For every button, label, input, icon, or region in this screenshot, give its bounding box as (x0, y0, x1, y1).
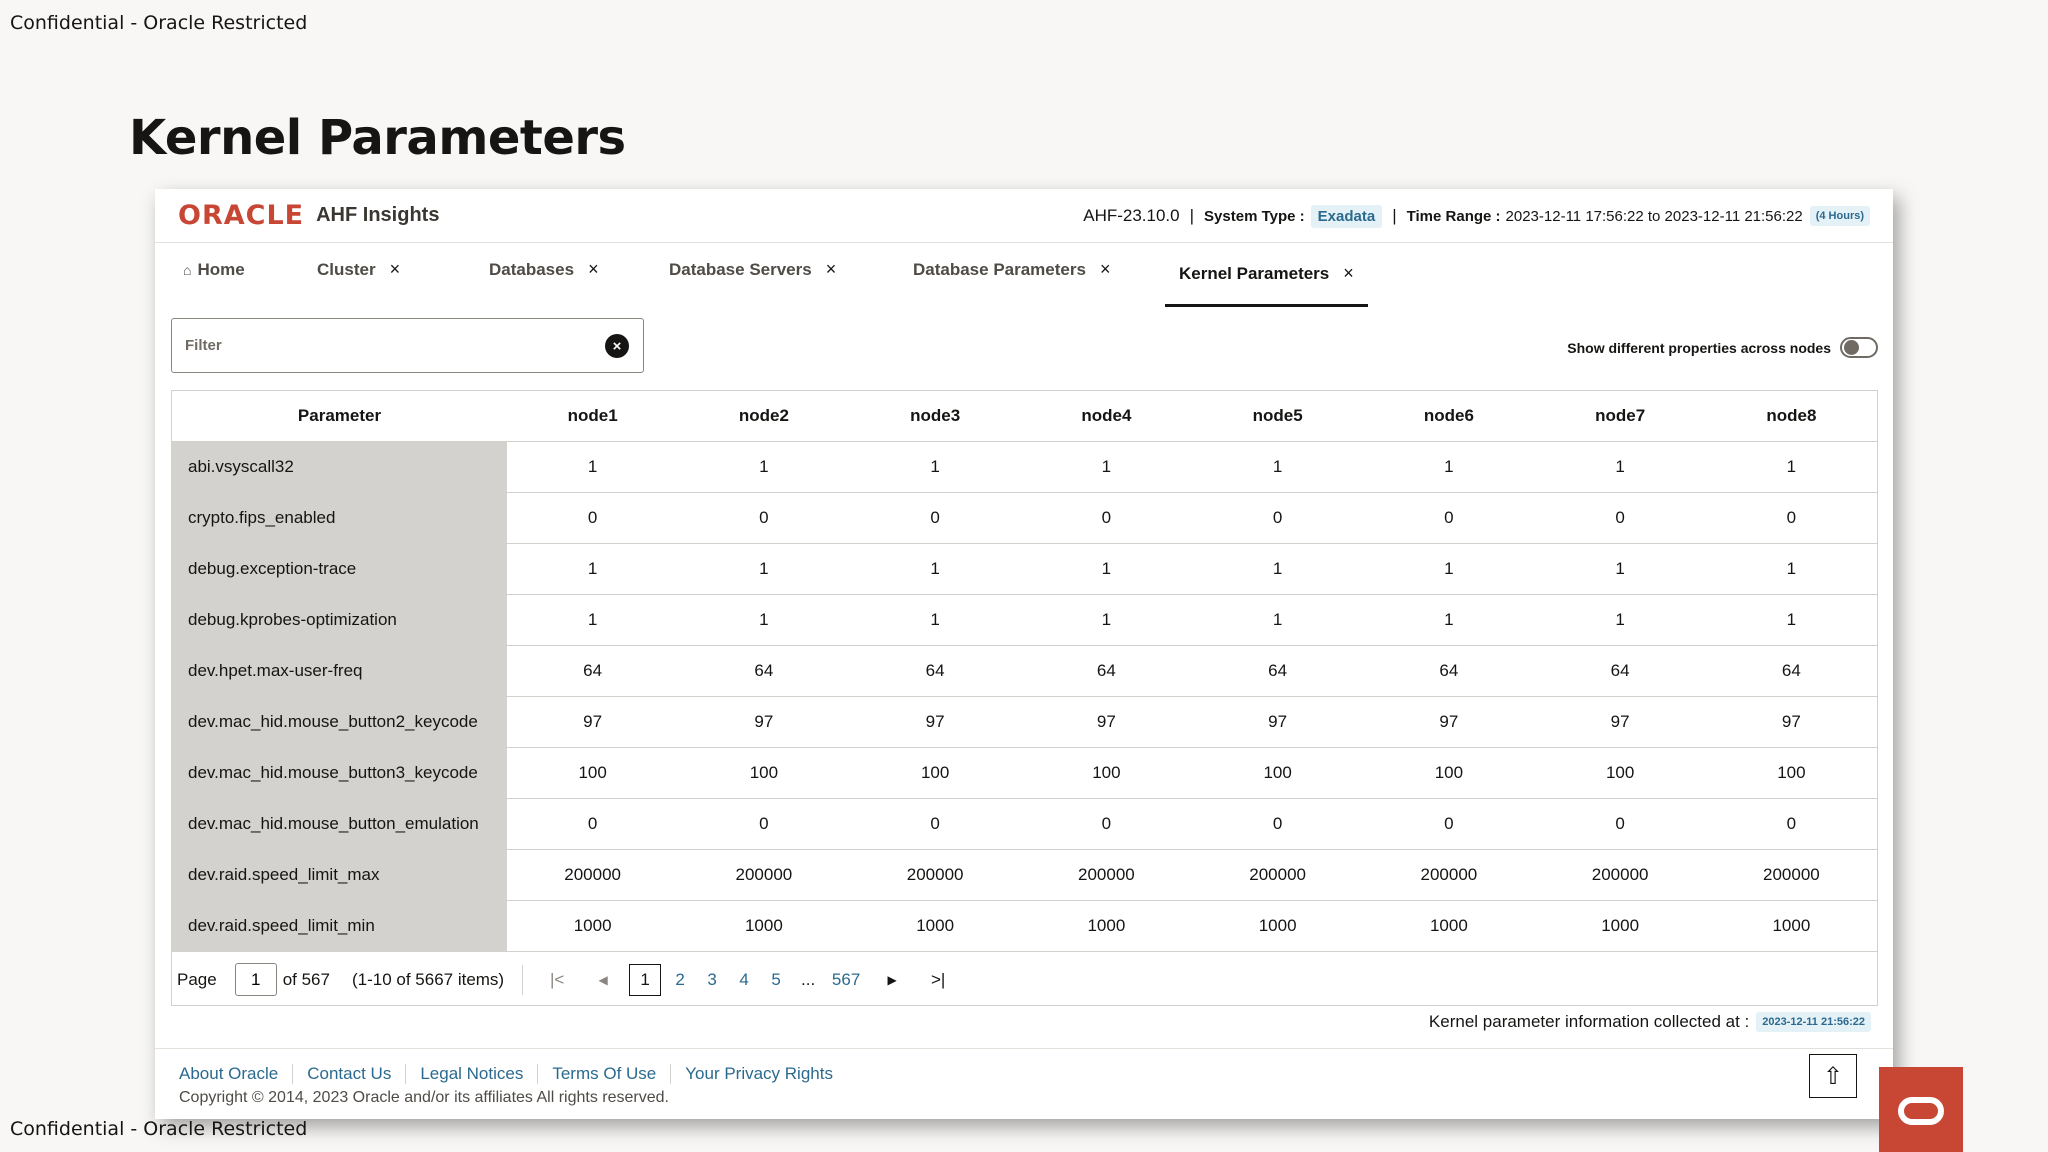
node-value-cell: 1 (1535, 543, 1706, 594)
column-header-node3[interactable]: node3 (850, 391, 1021, 441)
node-value-cell: 100 (850, 747, 1021, 798)
node-value-cell: 1000 (850, 900, 1021, 951)
node-value-cell: 100 (1192, 747, 1363, 798)
page-label: Page (177, 969, 217, 989)
footer-link-terms-of-use[interactable]: Terms Of Use (537, 1064, 670, 1084)
node-value-cell: 97 (1706, 696, 1877, 747)
node-value-cell: 1 (1706, 594, 1877, 645)
node-value-cell: 1 (1706, 441, 1877, 492)
oracle-o-icon (1898, 1097, 1944, 1125)
parameter-name-cell: dev.raid.speed_limit_min (172, 900, 507, 951)
node-value-cell: 1 (678, 543, 849, 594)
close-icon[interactable]: × (1343, 263, 1354, 283)
tab-database-parameters[interactable] (899, 243, 1124, 296)
footer-link-legal-notices[interactable]: Legal Notices (405, 1064, 537, 1084)
parameter-name-cell: dev.raid.speed_limit_max (172, 849, 507, 900)
node-value-cell: 1000 (1192, 900, 1363, 951)
page-count: of 567 (282, 969, 330, 989)
footer (155, 1048, 1893, 1119)
column-header-node6[interactable]: node6 (1363, 391, 1534, 441)
column-header-node4[interactable]: node4 (1021, 391, 1192, 441)
node-value-cell: 0 (850, 492, 1021, 543)
column-header-node5[interactable]: node5 (1192, 391, 1363, 441)
node-value-cell: 64 (1363, 645, 1534, 696)
node-value-cell: 0 (1021, 492, 1192, 543)
page-ellipsis: ... (801, 969, 816, 989)
tab-kernel-parameters[interactable] (1165, 243, 1368, 307)
node-value-cell: 1 (1363, 543, 1534, 594)
tab-label: Kernel Parameters (1179, 263, 1330, 283)
filter-input[interactable] (185, 337, 575, 354)
copyright-text: Copyright © 2014, 2023 Oracle and/or its affiliates All rights reserved. (179, 1089, 669, 1106)
oracle-logo[interactable]: ORACLE (178, 200, 305, 231)
table-row[interactable] (172, 594, 1877, 645)
node-value-cell: 200000 (678, 849, 849, 900)
time-range-label: Time Range : (1406, 207, 1501, 225)
node-value-cell: 0 (1192, 798, 1363, 849)
node-value-cell: 0 (678, 492, 849, 543)
page-button-5[interactable]: 5 (771, 969, 781, 989)
node-value-cell: 0 (1192, 492, 1363, 543)
page-button-2[interactable]: 2 (675, 969, 685, 989)
header-separator: | (1392, 206, 1397, 225)
kernel-parameters-table (172, 391, 1877, 952)
node-value-cell: 97 (1192, 696, 1363, 747)
tab-database-servers[interactable] (655, 243, 850, 296)
node-value-cell: 100 (678, 747, 849, 798)
node-value-cell: 200000 (507, 849, 678, 900)
node-value-cell: 1 (507, 543, 678, 594)
last-page-icon[interactable]: >| (930, 969, 946, 989)
clear-icon[interactable]: × (605, 334, 629, 358)
node-value-cell: 0 (678, 798, 849, 849)
node-value-cell: 97 (1021, 696, 1192, 747)
node-value-cell: 1 (1021, 594, 1192, 645)
node-value-cell: 97 (1363, 696, 1534, 747)
node-value-cell: 200000 (1706, 849, 1877, 900)
column-header-node8[interactable]: node8 (1706, 391, 1877, 441)
table-row[interactable] (172, 492, 1877, 543)
node-value-cell: 100 (1535, 747, 1706, 798)
node-value-cell: 1 (1363, 441, 1534, 492)
node-value-cell: 1 (678, 441, 849, 492)
collection-info (1429, 1012, 1871, 1032)
node-value-cell: 97 (850, 696, 1021, 747)
node-value-cell: 200000 (1535, 849, 1706, 900)
column-header-parameter[interactable]: Parameter (172, 391, 507, 441)
parameter-name-cell: dev.mac_hid.mouse_button2_keycode (172, 696, 507, 747)
oracle-brand-tile (1879, 1067, 1963, 1152)
table-row[interactable] (172, 543, 1877, 594)
version-label: AHF-23.10.0 (1083, 206, 1180, 225)
previous-page-icon[interactable]: ◀ (598, 972, 608, 987)
node-value-cell: 64 (678, 645, 849, 696)
kernel-parameters-grid (171, 390, 1878, 1006)
first-page-icon[interactable]: |< (549, 969, 565, 989)
node-value-cell: 1000 (507, 900, 678, 951)
node-value-cell: 1000 (1021, 900, 1192, 951)
node-value-cell: 1 (850, 441, 1021, 492)
node-value-cell: 1 (1192, 594, 1363, 645)
table-header-row (172, 391, 1877, 441)
tab-label: Database Parameters (913, 259, 1086, 279)
node-value-cell: 200000 (1363, 849, 1534, 900)
page-button-1[interactable]: 1 (629, 964, 661, 996)
toggle-label: Show different properties across nodes (1567, 339, 1831, 356)
table-row[interactable] (172, 747, 1877, 798)
node-value-cell: 0 (1363, 492, 1534, 543)
parameter-name-cell: dev.mac_hid.mouse_button_emulation (172, 798, 507, 849)
node-value-cell: 1 (1363, 594, 1534, 645)
time-range-value: 2023-12-11 17:56:22 to 2023-12-11 21:56:22 (1505, 207, 1803, 225)
confidential-label-bottom: Confidential - Oracle Restricted (10, 1118, 308, 1140)
node-value-cell: 200000 (1192, 849, 1363, 900)
node-value-cell: 64 (1021, 645, 1192, 696)
close-icon[interactable]: × (1099, 259, 1111, 279)
app-name: AHF Insights (316, 204, 440, 226)
pager-divider (522, 965, 523, 995)
node-value-cell: 0 (507, 798, 678, 849)
node-value-cell: 1 (1192, 441, 1363, 492)
confidential-label-top: Confidential - Oracle Restricted (10, 12, 308, 34)
node-value-cell: 64 (1706, 645, 1877, 696)
tab-bar (155, 243, 1893, 307)
app-header (155, 189, 1893, 243)
table-row[interactable] (172, 900, 1877, 951)
scroll-to-top-button[interactable] (1809, 1054, 1857, 1098)
node-value-cell: 64 (1535, 645, 1706, 696)
footer-link-about-oracle[interactable]: About Oracle (179, 1064, 279, 1083)
close-icon[interactable]: × (389, 259, 401, 279)
footer-link-contact-us[interactable]: Contact Us (292, 1064, 405, 1084)
node-value-cell: 0 (1363, 798, 1534, 849)
node-value-cell: 64 (507, 645, 678, 696)
node-value-cell: 1 (1192, 543, 1363, 594)
tab-databases[interactable] (475, 243, 613, 296)
column-header-node7[interactable]: node7 (1535, 391, 1706, 441)
table-row[interactable] (172, 849, 1877, 900)
items-range: (1-10 of 5667 items) (351, 969, 505, 989)
node-value-cell: 1 (850, 594, 1021, 645)
node-value-cell: 100 (1706, 747, 1877, 798)
tab-label: Home (197, 259, 245, 279)
node-value-cell: 100 (507, 747, 678, 798)
node-value-cell: 1000 (1706, 900, 1877, 951)
collected-timestamp-badge: 2023-12-11 21:56:22 (1756, 1012, 1871, 1032)
home-icon: ⌂ (183, 261, 192, 278)
node-value-cell: 1 (850, 543, 1021, 594)
node-value-cell: 200000 (1021, 849, 1192, 900)
column-header-node2[interactable]: node2 (678, 391, 849, 441)
node-value-cell: 97 (507, 696, 678, 747)
page-button-last[interactable]: 567 (831, 969, 861, 989)
pagination (172, 953, 1877, 1006)
time-range-badge: (4 Hours) (1810, 206, 1870, 226)
node-value-cell: 1 (1535, 594, 1706, 645)
table-row[interactable] (172, 645, 1877, 696)
parameter-name-cell: dev.hpet.max-user-freq (172, 645, 507, 696)
node-value-cell: 0 (1535, 798, 1706, 849)
table-row[interactable] (172, 696, 1877, 747)
node-value-cell: 1 (678, 594, 849, 645)
system-type-label: System Type : (1204, 207, 1305, 225)
node-value-cell: 97 (1535, 696, 1706, 747)
node-value-cell: 0 (507, 492, 678, 543)
tab-label: Database Servers (669, 259, 812, 279)
table-row[interactable] (172, 798, 1877, 849)
header-separator: | (1189, 206, 1195, 225)
node-value-cell: 0 (1535, 492, 1706, 543)
system-type-badge: Exadata (1311, 205, 1383, 228)
table-body (172, 441, 1877, 951)
next-page-icon[interactable]: ▶ (887, 972, 897, 987)
node-value-cell: 0 (1706, 798, 1877, 849)
node-value-cell: 1000 (1363, 900, 1534, 951)
node-value-cell: 1000 (1535, 900, 1706, 951)
page-button-3[interactable]: 3 (707, 969, 717, 989)
page-button-4[interactable]: 4 (739, 969, 749, 989)
tab-cluster[interactable] (303, 243, 414, 296)
filter-field (171, 318, 644, 373)
column-header-node1[interactable]: node1 (507, 391, 678, 441)
different-properties-toggle[interactable] (1840, 337, 1878, 358)
close-icon[interactable]: × (825, 259, 837, 279)
page-number-input[interactable] (235, 963, 277, 996)
node-value-cell: 1 (507, 594, 678, 645)
node-value-cell: 0 (1021, 798, 1192, 849)
node-value-cell: 0 (850, 798, 1021, 849)
footer-link-privacy-rights[interactable]: Your Privacy Rights (670, 1064, 847, 1084)
node-value-cell: 1 (1021, 543, 1192, 594)
node-value-cell: 1 (1706, 543, 1877, 594)
table-row[interactable] (172, 441, 1877, 492)
parameter-name-cell: abi.vsyscall32 (172, 441, 507, 492)
node-value-cell: 1 (507, 441, 678, 492)
node-value-cell: 100 (1021, 747, 1192, 798)
node-value-cell: 1 (1021, 441, 1192, 492)
parameter-name-cell: debug.exception-trace (172, 543, 507, 594)
node-value-cell: 1000 (678, 900, 849, 951)
node-value-cell: 200000 (850, 849, 1021, 900)
node-value-cell: 1 (1535, 441, 1706, 492)
toggle-knob (1844, 340, 1859, 355)
slide-title: Kernel Parameters (129, 110, 626, 166)
node-value-cell: 97 (678, 696, 849, 747)
tab-label: Databases (489, 259, 575, 279)
node-value-cell: 0 (1706, 492, 1877, 543)
node-value-cell: 100 (1363, 747, 1534, 798)
ahf-insights-window (155, 189, 1893, 1119)
tab-label: Cluster (317, 259, 376, 279)
different-properties-toggle-group (1567, 337, 1878, 358)
tab-home[interactable] (169, 243, 259, 296)
arrow-up-icon: ⇧ (1822, 1062, 1844, 1090)
node-value-cell: 64 (850, 645, 1021, 696)
node-value-cell: 64 (1192, 645, 1363, 696)
footer-links (179, 1064, 1869, 1084)
parameter-name-cell: dev.mac_hid.mouse_button3_keycode (172, 747, 507, 798)
close-icon[interactable]: × (588, 259, 599, 279)
parameter-name-cell: debug.kprobes-optimization (172, 594, 507, 645)
header-info (1083, 189, 1870, 243)
collected-label: Kernel parameter information collected at : (1428, 1012, 1750, 1031)
parameter-name-cell: crypto.fips_enabled (172, 492, 507, 543)
